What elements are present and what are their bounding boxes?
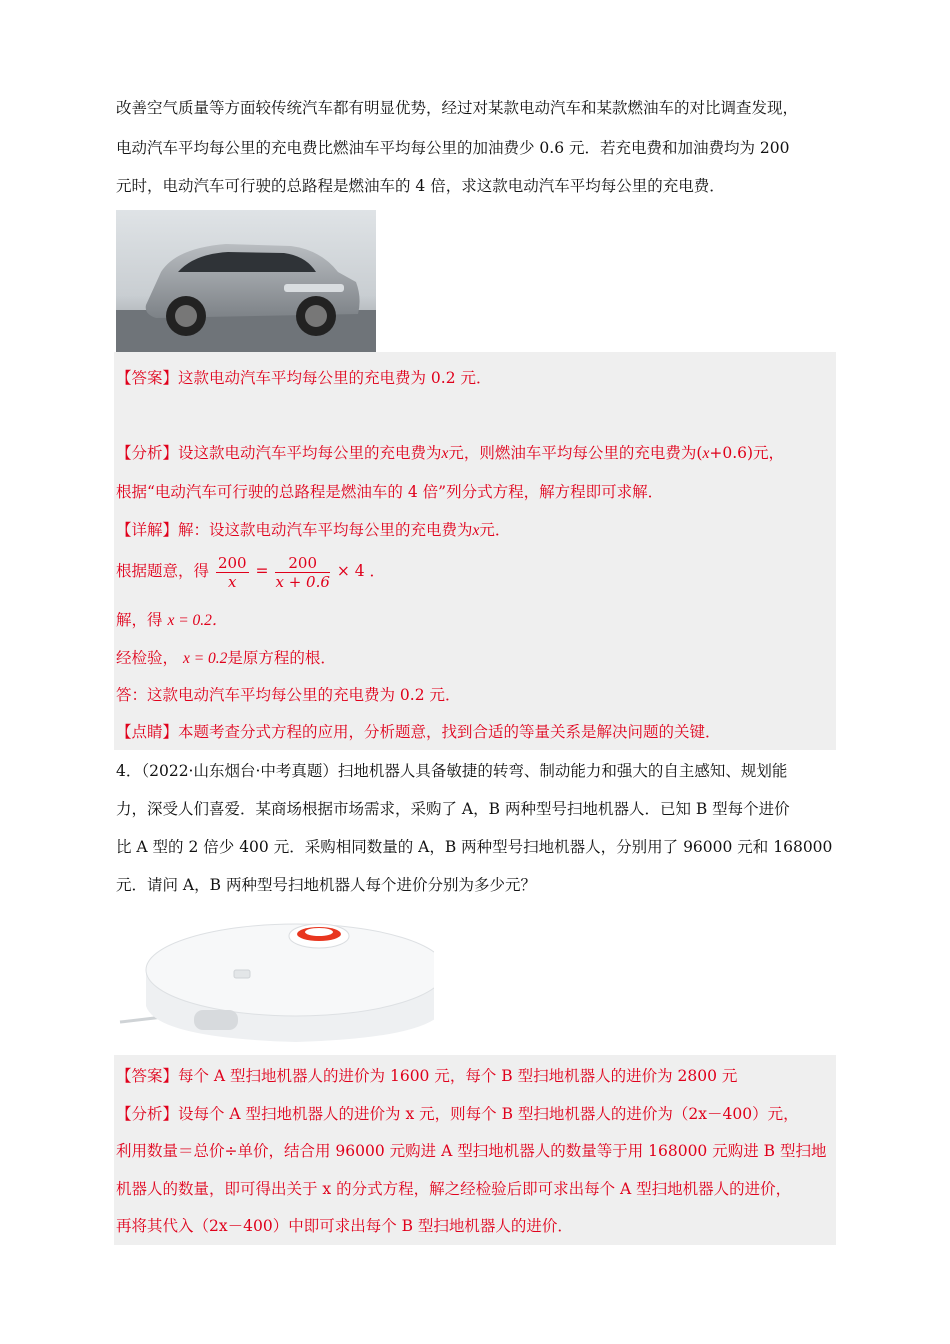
comment-3: 【点睛】本题考查分式方程的应用，分析题意，找到合适的等量关系是解决问题的关键．	[116, 723, 721, 741]
analysis-3-line2: 根据“电动汽车可行驶的总路程是燃油车的 4 倍”列分式方程，解方程即可求解．	[116, 483, 664, 501]
electric-car-photo	[116, 210, 376, 352]
equation-line: 根据题意，得 $\frac{200}{x}$ = $\frac{200}{x + 0.6}$ × 4 ．	[116, 553, 386, 591]
detail-3: 【详解】解：设这款电动汽车平均每公里的充电费为x元．	[116, 521, 511, 539]
fraction-left: $\frac{200}{x}$	[217, 553, 247, 591]
robot-vacuum-photo	[116, 910, 434, 1050]
conclusion-3: 答：这款电动汽车平均每公里的充电费为 0.2 元．	[116, 686, 461, 704]
problem4-line2: 力，深受人们喜爱．某商场根据市场需求，采购了 A，B 两种型号扫地机器人．已知 B 型每个进价	[116, 800, 790, 818]
fraction-right: $\frac{200}{x + 0.6}$	[275, 553, 330, 591]
analysis-3-line1: 【分析】设这款电动汽车平均每公里的充电费为x元，则燃油车平均每公里的充电费为(x+0.6)元，	[116, 444, 785, 462]
analysis-4-line4: 再将其代入（2x－400）中即可求出每个 B 型扫地机器人的进价．	[116, 1217, 573, 1235]
problem4-line1: 4．（2022·山东烟台·中考真题）扫地机器人具备敏捷的转弯、制动能力和强大的自主感知、规划能	[116, 762, 788, 780]
problem4-line4: 元．请问 A，B 两种型号扫地机器人每个进价分别为多少元？	[116, 876, 536, 894]
problem3-line2: 电动汽车平均每公里的充电费比燃油车平均每公里的加油费少 0.6 元．若充电费和加油费均为 200	[116, 139, 790, 157]
problem4-line3: 比 A 型的 2 倍少 400 元．采购相同数量的 A，B 两种型号扫地机器人，分别用了 96000 元和 168000	[116, 838, 833, 856]
problem3-line3: 元时，电动汽车可行驶的总路程是燃油车的 4 倍，求这款电动汽车平均每公里的充电费．	[116, 177, 725, 195]
answer-3: 【答案】这款电动汽车平均每公里的充电费为 0.2 元．	[116, 369, 492, 387]
check-line: 经检验， x = 0.2是原方程的根．	[116, 649, 336, 667]
analysis-4-line1: 【分析】设每个 A 型扫地机器人的进价为 x 元，则每个 B 型扫地机器人的进价为（2x－400）元，	[116, 1105, 799, 1123]
solve-line: 解，得 x = 0.2．	[116, 611, 228, 629]
analysis-4-line3: 机器人的数量，即可得出关于 x 的分式方程，解之经检验后即可求出每个 A 型扫地机器人的进价，	[116, 1180, 792, 1198]
problem3-line1: 改善空气质量等方面较传统汽车都有明显优势，经过对某款电动汽车和某款燃油车的对比调查发现，	[116, 99, 799, 117]
analysis-4-line2: 利用数量＝总价÷单价，结合用 96000 元购进 A 型扫地机器人的数量等于用 168000 元购进 B 型扫地	[116, 1142, 827, 1160]
answer-4: 【答案】每个 A 型扫地机器人的进价为 1600 元，每个 B 型扫地机器人的进价为 2800 元	[116, 1067, 738, 1085]
